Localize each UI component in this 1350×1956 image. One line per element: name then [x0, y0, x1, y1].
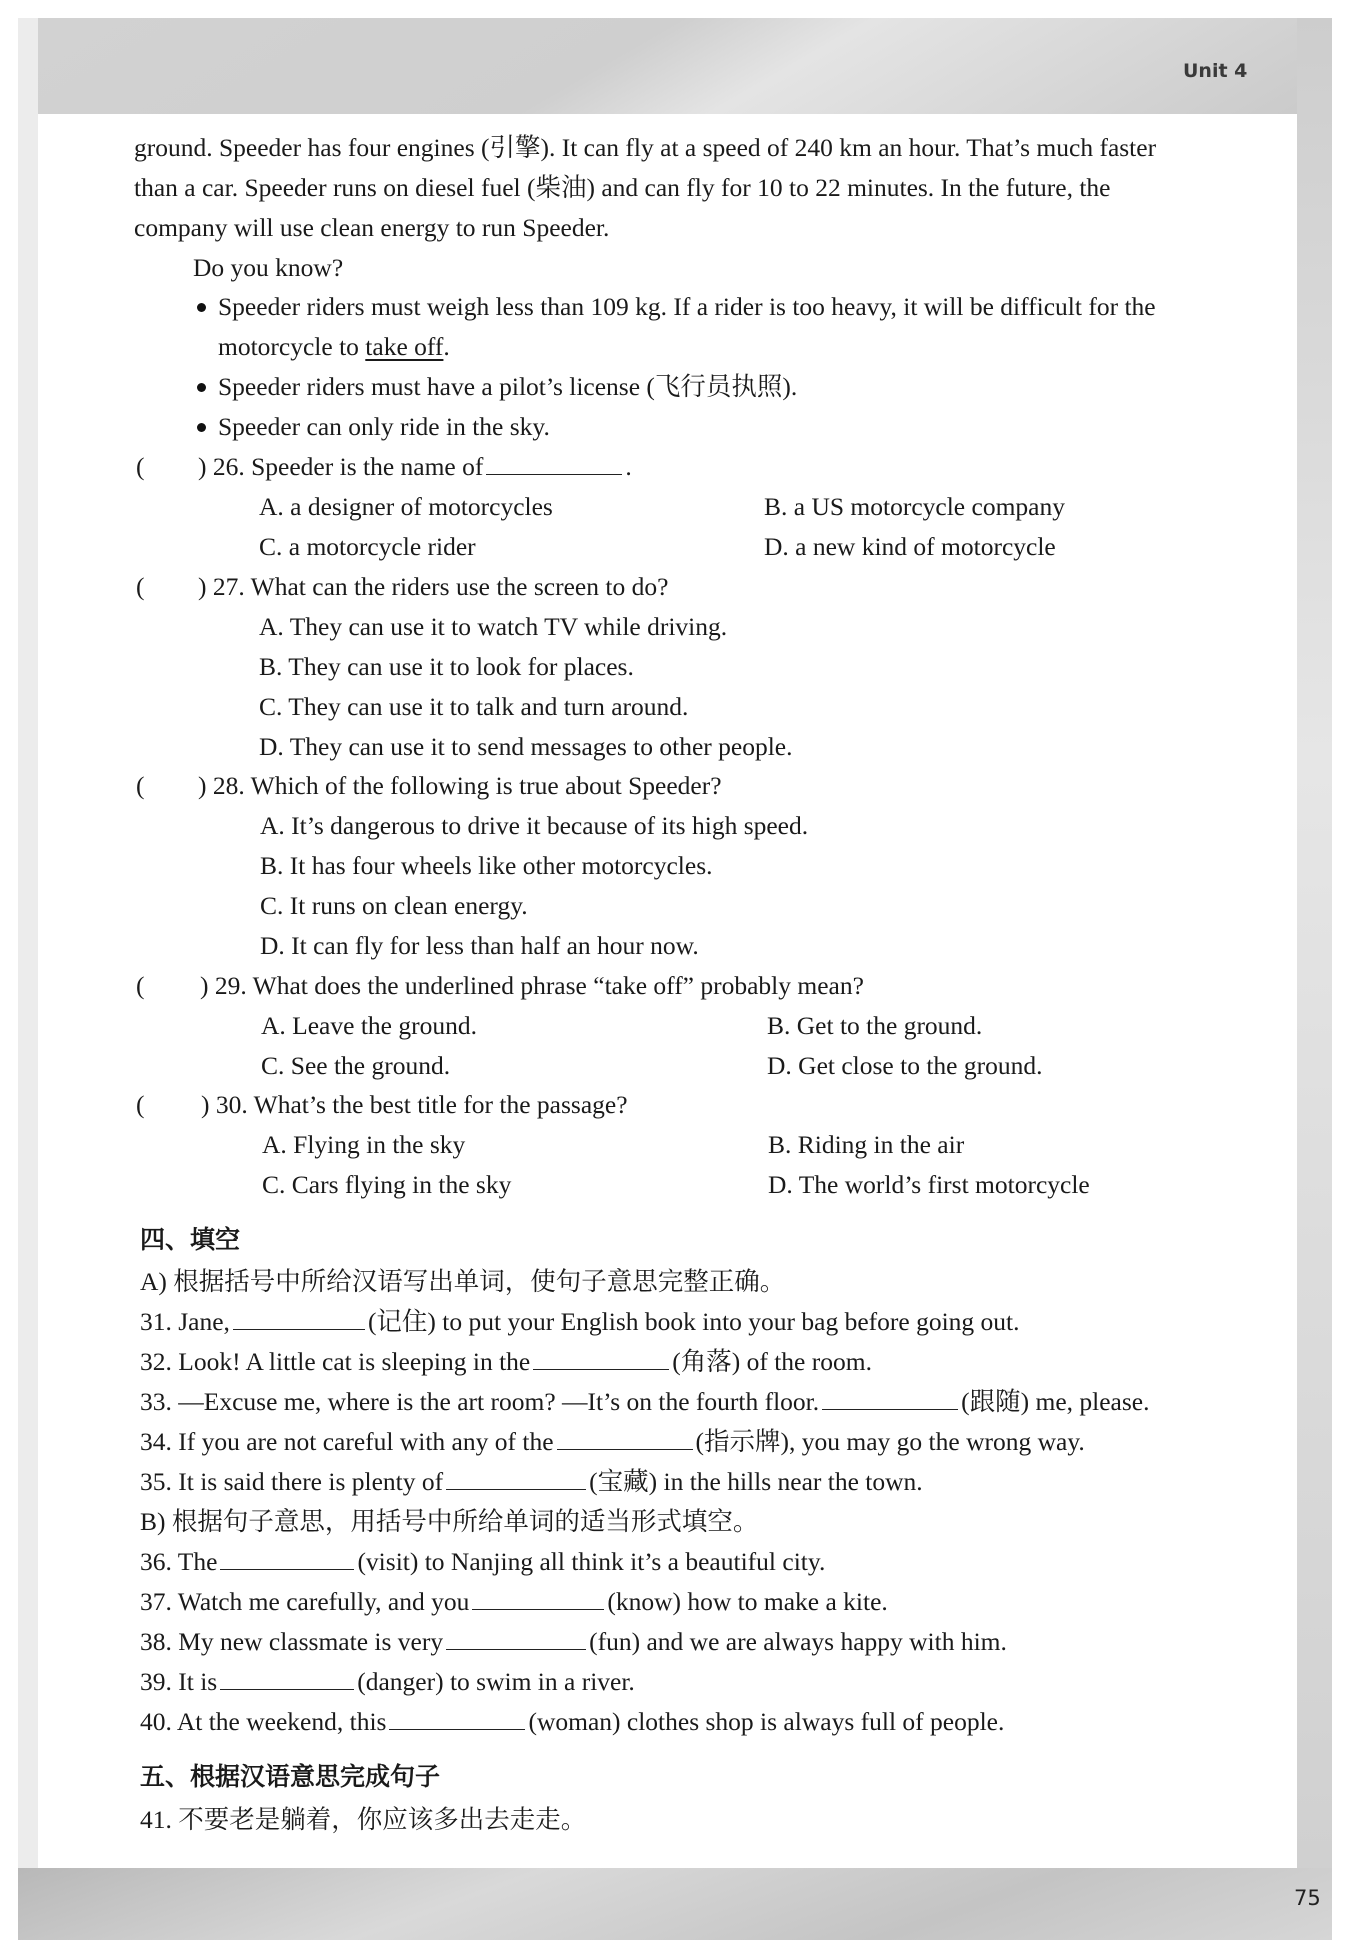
q29-option-a: A. Leave the ground.	[261, 1011, 477, 1040]
answer-paren: (	[136, 771, 145, 800]
question-37: 37. Watch me carefully, and you (know) how to make a kite.	[140, 1587, 888, 1616]
answer-blank[interactable]	[472, 1585, 604, 1610]
q28-option-a: A. It’s dangerous to drive it because of its high speed.	[260, 811, 809, 840]
q28-option-c: C. It runs on clean energy.	[260, 891, 528, 920]
bullet-dot	[197, 423, 206, 432]
question-30-stem: ) 30. What’s the best title for the passage?	[201, 1090, 628, 1119]
answer-blank[interactable]	[389, 1705, 525, 1730]
q26-option-c: C. a motorcycle rider	[259, 532, 476, 561]
section-4-title: 四、填空	[140, 1225, 241, 1254]
question-38: 38. My new classmate is very (fun) and we are always happy with him.	[140, 1627, 1007, 1656]
q27-option-d: D. They can use it to send messages to other people.	[259, 732, 793, 761]
answer-blank[interactable]	[233, 1305, 365, 1330]
answer-blank[interactable]	[486, 450, 622, 475]
page-number: 75	[1294, 1886, 1321, 1910]
answer-blank[interactable]	[220, 1545, 354, 1570]
question-36: 36. The (visit) to Nanjing all think it’s a beautiful city.	[140, 1547, 826, 1576]
q27-option-b: B. They can use it to look for places.	[259, 652, 634, 681]
question-40: 40. At the weekend, this (woman) clothes shop is always full of people.	[140, 1707, 1005, 1736]
question-41: 41. 不要老是躺着，你应该多出去走走。	[140, 1805, 587, 1834]
q28-option-b: B. It has four wheels like other motorcycles.	[260, 851, 713, 880]
question-39: 39. It is (danger) to swim in a river.	[140, 1667, 635, 1696]
question-35: 35. It is said there is plenty of (宝藏) in the hills near the town.	[140, 1467, 923, 1496]
q27-option-a: A. They can use it to watch TV while driving.	[259, 612, 728, 641]
question-26-stem: ) 26. Speeder is the name of .	[198, 452, 632, 481]
q26-option-b: B. a US motorcycle company	[764, 492, 1065, 521]
bullet-3: Speeder can only ride in the sky.	[218, 412, 550, 441]
q26-option-a: A. a designer of motorcycles	[259, 492, 553, 521]
q30-option-c: C. Cars flying in the sky	[262, 1170, 512, 1199]
q28-option-d: D. It can fly for less than half an hour now.	[260, 931, 699, 960]
q26-option-d: D. a new kind of motorcycle	[764, 532, 1056, 561]
bullet-dot	[197, 383, 206, 392]
bullet-1-line-1: Speeder riders must weigh less than 109 kg. If a rider is too heavy, it will be difficult for the	[218, 292, 1156, 321]
left-margin	[18, 18, 38, 1868]
answer-blank[interactable]	[822, 1385, 958, 1410]
answer-blank[interactable]	[446, 1625, 586, 1650]
section-4-part-b: B) 根据句子意思，用括号中所给单词的适当形式填空。	[140, 1507, 759, 1536]
passage-line-2: than a car. Speeder runs on diesel fuel (柴油) and can fly for 10 to 22 minutes. In the future, the	[134, 173, 1111, 202]
question-29-stem: ) 29. What does the underlined phrase “take off” probably mean?	[200, 971, 864, 1000]
answer-blank[interactable]	[220, 1665, 354, 1690]
question-31: 31. Jane, (记住) to put your English book into your bag before going out.	[140, 1307, 1020, 1336]
question-27-stem: ) 27. What can the riders use the screen to do?	[198, 572, 669, 601]
do-you-know: Do you know?	[193, 253, 344, 282]
right-band	[1297, 18, 1332, 1868]
passage-line-3: company will use clean energy to run Speeder.	[134, 213, 610, 242]
answer-blank[interactable]	[533, 1345, 669, 1370]
question-32: 32. Look! A little cat is sleeping in the (角落) of the room.	[140, 1347, 872, 1376]
q30-option-b: B. Riding in the air	[768, 1130, 965, 1159]
q30-option-a: A. Flying in the sky	[262, 1130, 466, 1159]
q29-option-b: B. Get to the ground.	[767, 1011, 983, 1040]
question-28-stem: ) 28. Which of the following is true about Speeder?	[198, 771, 722, 800]
q29-option-c: C. See the ground.	[261, 1051, 451, 1080]
underlined-phrase: take off	[365, 332, 444, 361]
bullet-dot	[197, 303, 206, 312]
header-band	[18, 18, 1332, 114]
q27-option-c: C. They can use it to talk and turn around.	[259, 692, 689, 721]
question-34: 34. If you are not careful with any of the (指示牌), you may go the wrong way.	[140, 1427, 1085, 1456]
answer-blank[interactable]	[557, 1425, 693, 1450]
section-5-title: 五、根据汉语意思完成句子	[140, 1762, 441, 1791]
answer-paren: (	[136, 572, 145, 601]
section-4-part-a: A) 根据括号中所给汉语写出单词，使句子意思完整正确。	[140, 1267, 786, 1296]
unit-label: Unit 4	[1183, 60, 1248, 82]
answer-paren: (	[136, 971, 145, 1000]
bullet-2: Speeder riders must have a pilot’s license (飞行员执照).	[218, 372, 798, 401]
answer-blank[interactable]	[446, 1465, 586, 1490]
answer-paren: (	[136, 1090, 145, 1119]
footer-band	[18, 1868, 1332, 1940]
passage-line-1: ground. Speeder has four engines (引擎). It can fly at a speed of 240 km an hour. That’s much faster	[134, 133, 1157, 162]
bullet-1-line-2: motorcycle to take off.	[218, 332, 450, 361]
question-33: 33. —Excuse me, where is the art room? —It’s on the fourth floor. (跟随) me, please.	[140, 1387, 1150, 1416]
q30-option-d: D. The world’s first motorcycle	[768, 1170, 1090, 1199]
answer-paren: (	[136, 452, 145, 481]
q29-option-d: D. Get close to the ground.	[767, 1051, 1043, 1080]
